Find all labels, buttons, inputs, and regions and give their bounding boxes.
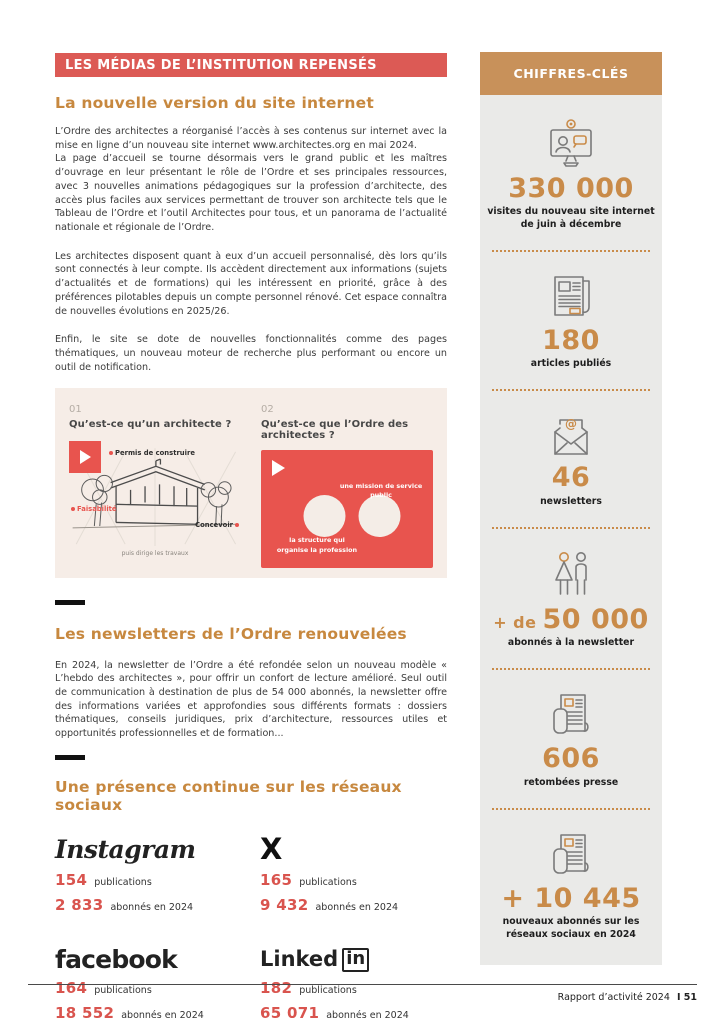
stat-label: newsletters [540,495,602,507]
subscribers-count: 18 552 [55,1003,115,1022]
section-dash [55,600,85,605]
play-icon [69,441,101,473]
publications-count: 164 [55,978,88,997]
stat-value: + 10 445 [501,883,641,914]
stat-prefix: + de [493,612,537,632]
paragraph-newsletters: En 2024, la newsletter de l’Ordre a été refondée selon un nouveau modèle « L’hebdo des architectes », pour offrir un confort de lecture amélioré. Seul outil de communication à destination de plus de 54 000 abonnés, la newsletter offre des informations variées et approfondies sous différents formats : dossiers thématiques, conseils juridiques, prix d’architecture, ressources utiles et opportunités professionnelles et de formation... [55,659,447,740]
instagram-logo: Instagram [55,834,196,864]
red-dot-icon [235,523,239,527]
stat-label: articles publiés [530,358,612,370]
video-thumb-ordre [261,404,433,564]
circle-shape [304,495,346,537]
footer-text: Rapport d’activité 2024 [557,992,670,1003]
sidebar-body [480,95,662,965]
heading-newsletters: Les newsletters de l’Ordre renouvelées [55,624,407,643]
sketch-caption: puis dirige les travaux [121,549,189,557]
stat-label: abonnés à la newsletter [507,637,635,649]
video-title: Qu’est-ce qu’un architecte ? [69,418,232,430]
stat-line: 164 publications [55,978,152,997]
social-cell-instagram [55,828,260,914]
stat-press [524,689,618,789]
main-column [55,53,447,1022]
paragraph-site-3: Enfin, le site se dote de nouvelles fonctionnalités comme des pages thématiques, un nouveau moteur de recherche plus performant ou encore un outil de notification. [55,334,447,373]
stat-social-subscribers [486,829,656,941]
stat-value: + de 50 000 [493,603,649,635]
dotted-separator [492,668,650,670]
subscribers-count: 65 071 [260,1003,320,1022]
house-sketch [69,439,241,557]
section-banner: LES MÉDIAS DE L’INSTITUTION REPENSÉS [55,53,447,77]
svg-text:@: @ [564,417,577,432]
x-logo: X [260,831,283,866]
dotted-separator [492,389,650,391]
play-icon [272,460,285,476]
publications-count: 154 [55,870,88,889]
stat-value: 606 [542,743,600,775]
heading-social: Une présence continue sur les réseaux sociaux [55,777,402,814]
card-label-mission: une mission de service public [339,481,423,500]
dotted-separator [492,527,650,529]
card-circles [304,495,401,537]
stat-value: 46 [551,462,591,494]
stat-articles [531,271,611,371]
stat-line: 9 432 abonnés en 2024 [260,895,399,914]
page-footer [28,984,697,1003]
circle-shape [359,495,401,537]
stat-newsletter-subscribers [493,548,649,650]
stat-newsletters [540,410,602,508]
sketch-label-permis: Permis de construire [107,449,195,457]
video-card [261,450,433,568]
section-dash [55,755,85,760]
website-screen-icon [541,117,601,171]
red-dot-icon [71,507,75,511]
dotted-separator [492,250,650,252]
dotted-separator [492,808,650,810]
red-dot-icon [109,451,113,455]
heading-site-internet: La nouvelle version du site internet [55,94,374,112]
stat-value: 180 [542,324,600,356]
publications-count: 182 [260,978,293,997]
video-thumb-architecte [69,404,241,564]
stat-label: nouveaux abonnés sur les réseaux sociaux en 2024 [502,916,640,940]
publications-count: 165 [260,870,293,889]
card-label-structure: la structure qui organise la profession [276,536,358,554]
stat-line: 182 publications [260,978,357,997]
page-number: I 51 [676,992,697,1003]
social-cell-x [260,828,447,914]
key-figures-sidebar [480,52,662,965]
sidebar-title: CHIFFRES-CLÉS [480,52,662,95]
subscribers-people-icon [543,548,599,602]
video-title: Qu’est-ce que l’Ordre des architectes ? [261,418,409,441]
newspaper-icon [543,271,599,323]
video-number: 02 [261,403,274,415]
press-icon [543,689,599,741]
videos-figure [55,388,447,578]
newsletter-envelope-icon [543,410,599,460]
sketch-label-concevoir: Concevoir [195,521,241,529]
paragraph-site-1 [55,125,447,235]
subscribers-count: 2 833 [55,895,104,914]
paragraph-text: L’Ordre des architectes a réorganisé l’accès à ses contenus sur internet avec la mise en ligne d’un nouveau site internet www.architectes.org en mai 2024. [55,126,447,151]
stat-line: 165 publications [260,870,357,889]
stat-value: 330 000 [508,173,634,204]
stat-line: 154 publications [55,870,152,889]
stat-label: retombées presse [523,776,619,788]
paragraph-text: La page d’accueil se tourne désormais vers le grand public et les maîtres d’ouvrage en leur présentant le rôle de l’Ordre et ses principales ressources, avec 3 nouvelles animations pédagogiques sur la profession d’architecte, des accès plus faciles aux services permettant de trouver son architecte tels que le Tableau de l’Ordre et l’outil Architectes pour tous, et un panorama de l’actualité nationale et régionale de l’Ordre. [55,153,447,234]
social-cell-linkedin [260,936,447,1022]
paragraph-site-2: Les architectes disposent quant à eux d’un accueil personnalisé, dès lors qu’ils sont connectés à leur compte. Ils accèdent directement aux informations (sujets d’actualités et de formations) qui les intéressent en priorité, grâce à des préférences pilotables depuis un compte personnel rénové. Cet espace connaîtra de nouvelles évolutions en 2025/26. [55,250,447,317]
linkedin-logo: Linked in [260,948,369,972]
press-icon [543,829,599,881]
facebook-logo: facebook [55,944,177,974]
social-cell-facebook [55,936,260,1022]
video-number: 01 [69,403,82,415]
stat-line: 18 552 abonnés en 2024 [55,1003,204,1022]
stat-label: visites du nouveau site internet de juin à décembre [487,206,655,230]
stat-line: 65 071 abonnés en 2024 [260,1003,409,1022]
subscribers-count: 9 432 [260,895,309,914]
stat-line: 2 833 abonnés en 2024 [55,895,194,914]
linkedin-in-badge: in [342,948,369,972]
sketch-label-faisabilite: Faisabilité [69,505,117,513]
stat-site-visits [486,117,656,231]
